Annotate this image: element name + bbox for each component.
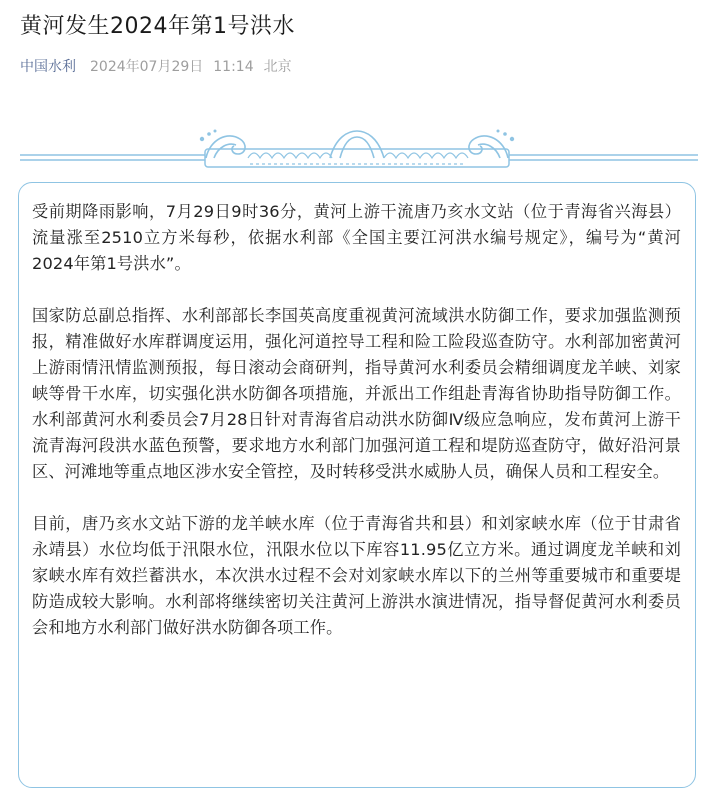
- article-meta: [20, 57, 292, 77]
- publish-time: 11:14: [213, 59, 254, 75]
- article-paragraph: 国家防总副总指挥、水利部部长李国英高度重视黄河流域洪水防御工作，要求加强监测预报，精准做好水库群调度运用，强化河道控导工程和险工险段巡查防守。水利部加密黄河上游雨情汛情监测预报，每日滚动会商研判，指导黄河水利委员会精细调度龙羊峡、刘家峡等骨干水库，切实强化洪水防御各项措施，并派出工作组赴青海省协助指导防御工作。水利部黄河水利委员会7月28日针对青海省启动洪水防御Ⅳ级应急响应，发布黄河上游干流青海河段洪水蓝色预警，要求地方水利部门加强河道工程和堤防巡查防守，做好沿河景区、河滩地等重点地区涉水安全管控，及时转移受洪水威胁人员，确保人员和工程安全。: [32, 306, 681, 481]
- ornamental-wave-divider-icon: [0, 125, 719, 175]
- wave-divider: [0, 125, 719, 175]
- article-paragraph: 受前期降雨影响，7月29日9时36分，黄河上游干流唐乃亥水文站（位于青海省兴海县）流量涨至2510立方米每秒，依据水利部《全国主要江河洪水编号规定》，编号为“黄河2024年第1号洪水”。: [32, 202, 681, 273]
- publish-location: 北京: [263, 59, 292, 75]
- article-title: 黄河发生2024年第1号洪水: [20, 14, 295, 39]
- article-paragraph: 目前，唐乃亥水文站下游的龙羊峡水库（位于青海省共和县）和刘家峡水库（位于甘肃省永靖县）水位均低于汛限水位，汛限水位以下库容11.95亿立方米。通过调度龙羊峡和刘家峡水库有效拦蓄洪水，本次洪水过程不会对刘家峡水库以下的兰州等重要城市和重要堤防造成较大影响。水利部将继续密切关注黄河上游洪水演进情况，指导督促黄河水利委员会和地方水利部门做好洪水防御各项工作。: [32, 514, 681, 637]
- article-content-box: [18, 182, 696, 788]
- publish-date: 2024年07月29日: [90, 59, 204, 75]
- source-account-link[interactable]: 中国水利: [20, 59, 76, 75]
